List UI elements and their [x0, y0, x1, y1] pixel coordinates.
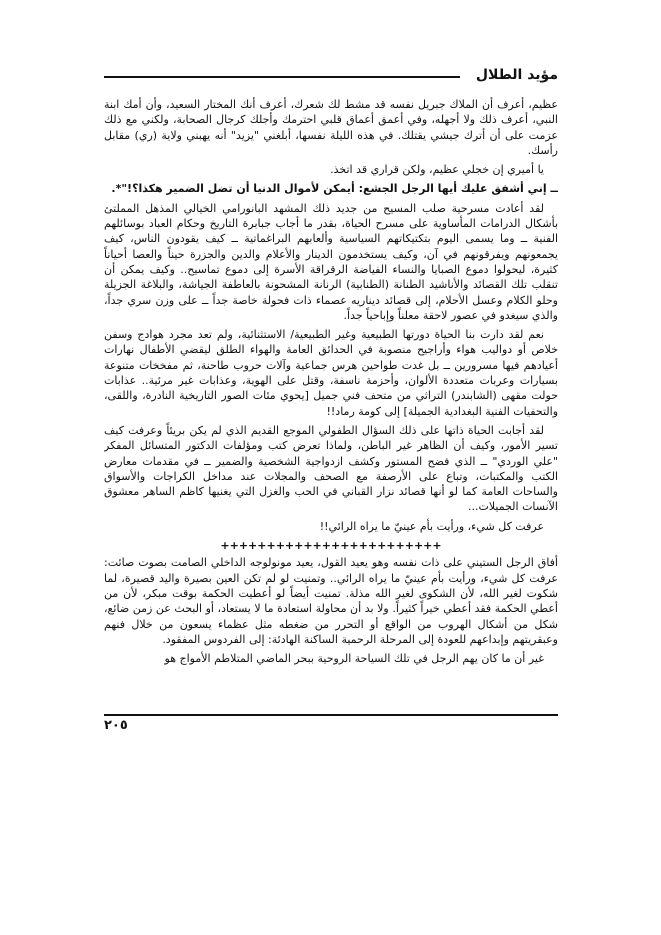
paragraph: غير أن ما كان يهم الرجل في تلك السياحة الروحية ببحر الماضي المتلاطم الأمواج هو — [164, 652, 544, 666]
author-name: مؤيد الطلال — [475, 67, 558, 83]
running-header — [104, 66, 558, 86]
paragraph: لقد أجابت الحياة ذاتها على ذلك السؤال الطفولي الموجع القديم الذي لم يكن بريئاً وعرفت كيف تسير الأمور، وكيف أن الظاهر غير الباطن، ولماذا تعرض كتب ومؤلفات الدكتور المتسائل المفكر "علي الوردي" ــ الذي فضح المستور وكشف ازدواجية الشخصية والضمير ــ في مقدمات معارض الكتب والمكتبات، وتباع على الأرصفة مع الصحف والمجلات عند مداخل الكراجات والأسواق والساحات العامة كما لو أنها قصائد نزار القباني في الحب والغزل التي يغنيها كاظم الساهر معشوق الآنسات الجميلات... — [104, 423, 558, 514]
header-rule — [104, 76, 460, 78]
paragraph: نعم لقد دارت بنا الحياة دورتها الطبيعية وغير الطبيعية/ الاستثنائية، ولم تعد مجرد هوادج وسفن خلاص أو دواليب هواء وأراجيح منصوبة في الحدائق العامة والهواء الطلق ليقضي الأطفال نهارات أعيادهم فيها مسرورين ــ بل غدت طواحين هرس جماعية وآلات حروب طاحنة، ثم مفخخات متنوعة بسيارات وعربات متعددة الألوان، وأحزمة ناسفة، وقتل على الهوية، وعذابات غير مرئية.. عذابات حولت مقهى (الشابندر) التراثي من متحف فني جميل [يحوي مئات الصور التاريخية النادرة، واللقى، والتحفيات الفنية البغدادية الجميلة] إلى كومة رماد!! — [104, 328, 558, 418]
bold-quote: ــ إني أشفق عليك أيها الرجل الجشع: أيمكن لأموال الدنيا أن تضل الضمير هكذا؟!"*. — [111, 182, 558, 196]
paragraph: لقد أعادت مسرحية صلب المسيح من جديد ذلك المشهد البانورامي الخيالي المذهل المملتئ بأشكال الدرامات المأساوية على مسرح الحياة، بقدر ما أجاب جبابرة التاريخ وحكام العباد بوسائلهم الفنية ــ وما يسمى اليوم بتكتيكاتهم السياسية وألعابهم البراغماتية ــ كيف يقودون الناس، كيف يجمعونهم ويفرقونهم في آن، وكيف يستخدمون الدينار والأعلام والدين والجزرة حيناً والعصا أحياناً كثيرة، ليحولوا دموع الصبايا والنساء الفياضة الرقراقة الأسرة إلى دموع تماسيح.. وكيف يمكن أن تنقلب تلك القصائد والأناشيد الطنانة (الطنابية) الرنانة المشحونة بالعاطفة الجياشة، والبلاغة الجزيلة وحلو الكلام وعسل الأحلام، إلى قصائد ديناريه عصماء ذات فحولة خاصة جداً ــ على وزن سري جداً، والذي سيغدو في عصور لاحقة معلناً وإباحياً جداً. — [104, 201, 558, 322]
body-text — [104, 97, 558, 712]
section-separator: ++++++++++++++++++++++++ — [220, 539, 442, 553]
page-number: ٢٠٥ — [104, 718, 128, 733]
paragraph: عرفت كل شيء، ورأيت بأم عينيّ ما يراه الرائي!! — [319, 519, 544, 533]
paragraph: يا أميري إن خجلي عظيم، ولكن قراري قد اتخذ. — [330, 163, 544, 177]
footer-rule — [104, 714, 558, 716]
paragraph: أفاق الرجل الستيني على ذات نفسه وهو يعيد القول، يعيد مونولوجه الداخلي الصامت بصوت صائت: عرفت كل شيء، ورأيت بأم عينيّ ما يراه الرائي.. وتمنيت لو لم تكن العين بصيرة واليد قصيرة، لما شكوت لغير الله، لأن الشكوى لغير الله مذلة. تمنيت أيضاً لو أعطيت الحكمة بوقت مبكر، لأن من أعطي الحكمة فقد أعطي خيراً كثيراً. ولا بد أن محاولة استعادة ما لا يستعاد، أو البحث عن زمن ضائع، شكل من أشكال الهروب من الواقع أو التحرر من ضغطه مثل عظماء يسعون من خلال فنهم وعبقريتهم وإبداعهم للعودة إلى المرحلة الرحمية الساكنة الهادئة: إلى الفردوس المفقود. — [104, 556, 558, 646]
paragraph: عظيم، أعرف أن الملاك جبريل نفسه قد مشط لك شعرك، أعرف أنك المختار السعيد، وأن أمك ابنة النبي، أعرف ذلك ولا أجهله، وفي أعمق أعماق قلبي احترمك وأجلك كرجال الصحابة، ولكني مع ذلك عزمت على أن أترك جيشي يقتلك. في هذه الليلة نفسها، أبلغني "يزيد" أنه يهبني ولاية (ري) مقابل رأسك. — [104, 98, 558, 157]
